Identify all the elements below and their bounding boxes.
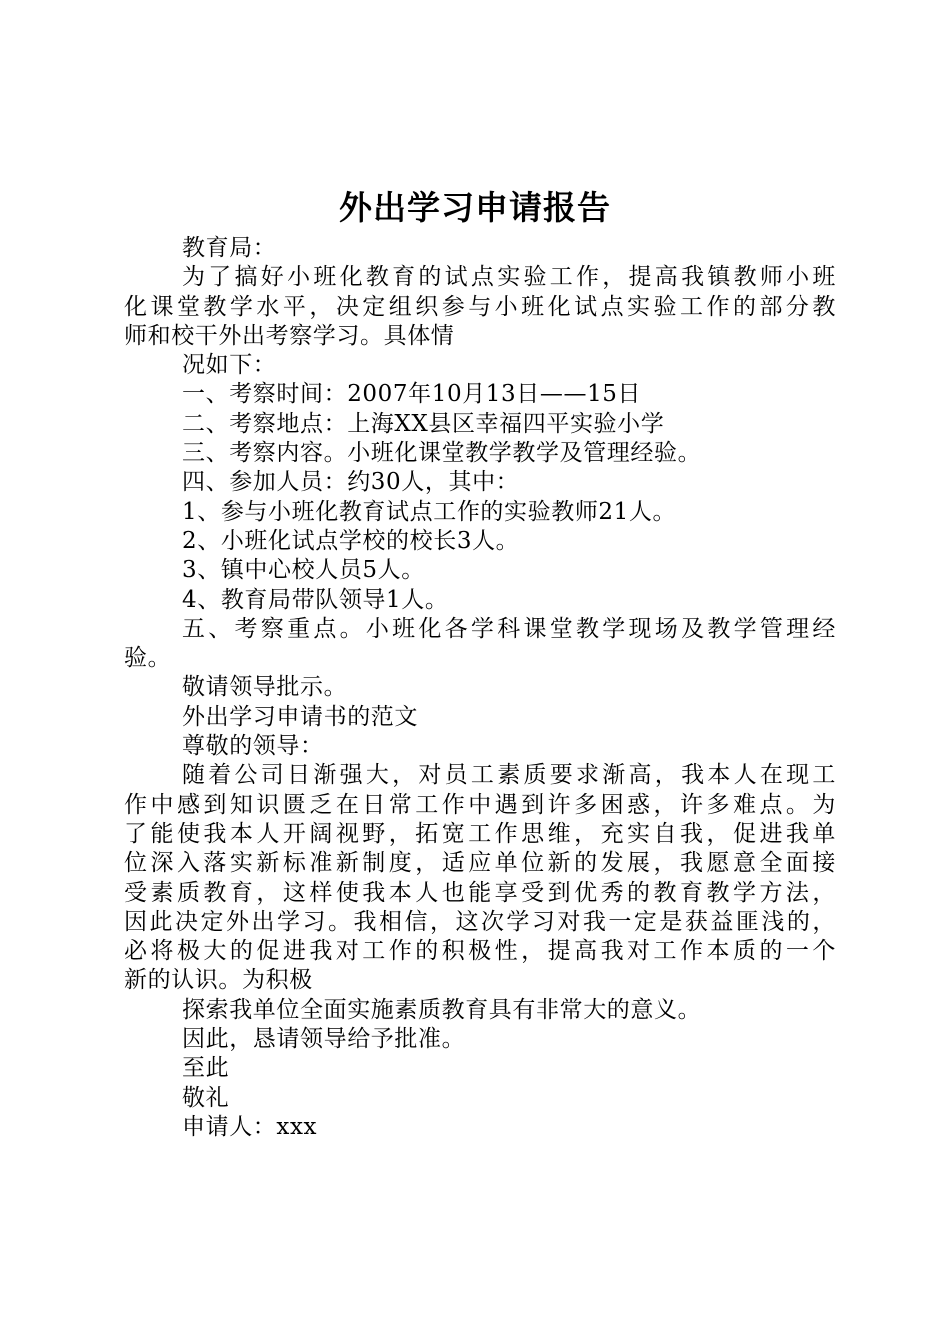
list-item: 1、参与小班化教育试点工作的实验教师21人。 bbox=[182, 498, 677, 525]
paragraph-line: 敬请领导批示。 bbox=[182, 674, 348, 701]
salutation-line: 教育局： bbox=[182, 235, 277, 261]
paragraph-line: 了能使我本人开阔视野，拓宽工作思维，充实自我，促进我单 bbox=[124, 820, 836, 847]
paragraph-line: 作中感到知识匮乏在日常工作中遇到许多困惑，许多难点。为 bbox=[124, 791, 836, 818]
salutation-line: 尊敬的领导： bbox=[182, 733, 324, 760]
paragraph-line: 师和校干外出考察学习。具体情 bbox=[124, 322, 455, 349]
signature-line: 申请人：xxx bbox=[182, 1113, 318, 1140]
paragraph-line: 受素质教育，这样使我本人也能享受到优秀的教育教学方法， bbox=[124, 879, 836, 906]
list-item: 五、考察重点。小班化各学科课堂教学现场及教学管理经 bbox=[182, 615, 836, 642]
list-item: 一、考察时间：2007年10月13日——15日 bbox=[182, 381, 642, 408]
list-item: 2、小班化试点学校的校长3人。 bbox=[182, 527, 520, 554]
paragraph-line: 随着公司日渐强大，对员工素质要求渐高，我本人在现工 bbox=[182, 762, 836, 789]
paragraph-line: 探索我单位全面实施素质教育具有非常大的意义。 bbox=[182, 996, 702, 1023]
section-heading: 外出学习申请书的范文 bbox=[182, 703, 418, 730]
paragraph-line: 新的认识。为积极 bbox=[124, 967, 313, 994]
document-title: 外出学习申请报告 bbox=[339, 188, 611, 227]
paragraph-line: 因此决定外出学习。我相信，这次学习对我一定是获益匪浅的， bbox=[124, 908, 836, 935]
list-item: 二、考察地点：上海XX县区幸福四平实验小学 bbox=[182, 410, 665, 437]
paragraph-line: 化课堂教学水平，决定组织参与小班化试点实验工作的部分教 bbox=[124, 293, 836, 320]
closing-line: 至此 bbox=[182, 1055, 230, 1082]
paragraph-line: 为了搞好小班化教育的试点实验工作，提高我镇教师小班 bbox=[182, 264, 836, 291]
paragraph-line: 位深入落实新标准新制度，适应单位新的发展，我愿意全面接 bbox=[124, 850, 836, 877]
closing-line: 敬礼 bbox=[182, 1084, 230, 1111]
list-item: 3、镇中心校人员5人。 bbox=[182, 557, 425, 584]
paragraph-line: 因此，恳请领导给予批准。 bbox=[182, 1026, 466, 1053]
paragraph-line: 验。 bbox=[124, 645, 172, 672]
list-item: 四、参加人员：约30人，其中： bbox=[182, 469, 520, 496]
list-item: 三、考察内容。小班化课堂教学教学及管理经验。 bbox=[182, 440, 702, 467]
document-body bbox=[124, 234, 836, 1142]
paragraph-line: 况如下： bbox=[182, 352, 277, 379]
list-item: 4、教育局带队领导1人。 bbox=[182, 586, 449, 613]
paragraph-line: 必将极大的促进我对工作的积极性，提高我对工作本质的一个 bbox=[124, 938, 836, 965]
